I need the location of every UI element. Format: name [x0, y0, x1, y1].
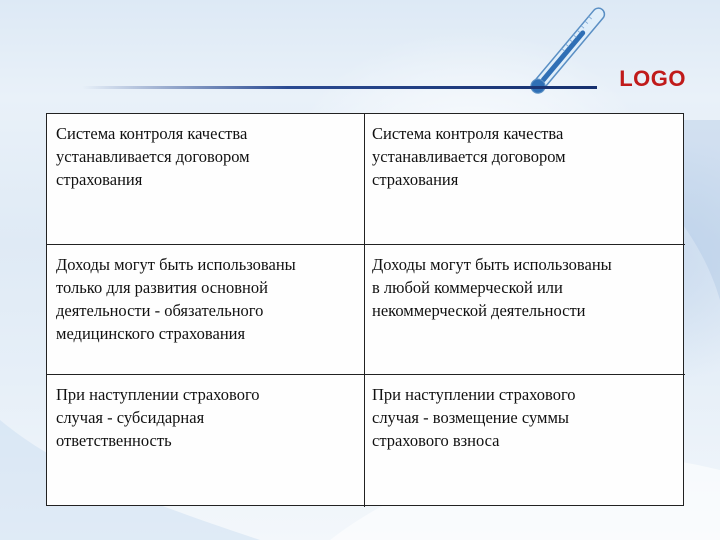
table-cell: Система контроля качества устанавливается договором страхования [365, 114, 685, 245]
logo-text: LOGO [619, 66, 686, 91]
table-cell: При наступлении страхового случая - субсидарная ответственность [47, 375, 365, 507]
comparison-table [46, 113, 684, 506]
header-rule [82, 86, 597, 89]
table-cell: Доходы могут быть использованы только для развития основной деятельности - обязательного медицинского страхования [47, 245, 365, 375]
table-cell: При наступлении страхового случая - возмещение суммы страхового взноса [372, 385, 576, 450]
thermometer-icon [505, 4, 625, 104]
table-cell: Система контроля качества устанавливается договором страхования [47, 114, 365, 245]
table-cell: Доходы могут быть использованы в любой коммерческой или некоммерческой деятельности [365, 245, 685, 375]
